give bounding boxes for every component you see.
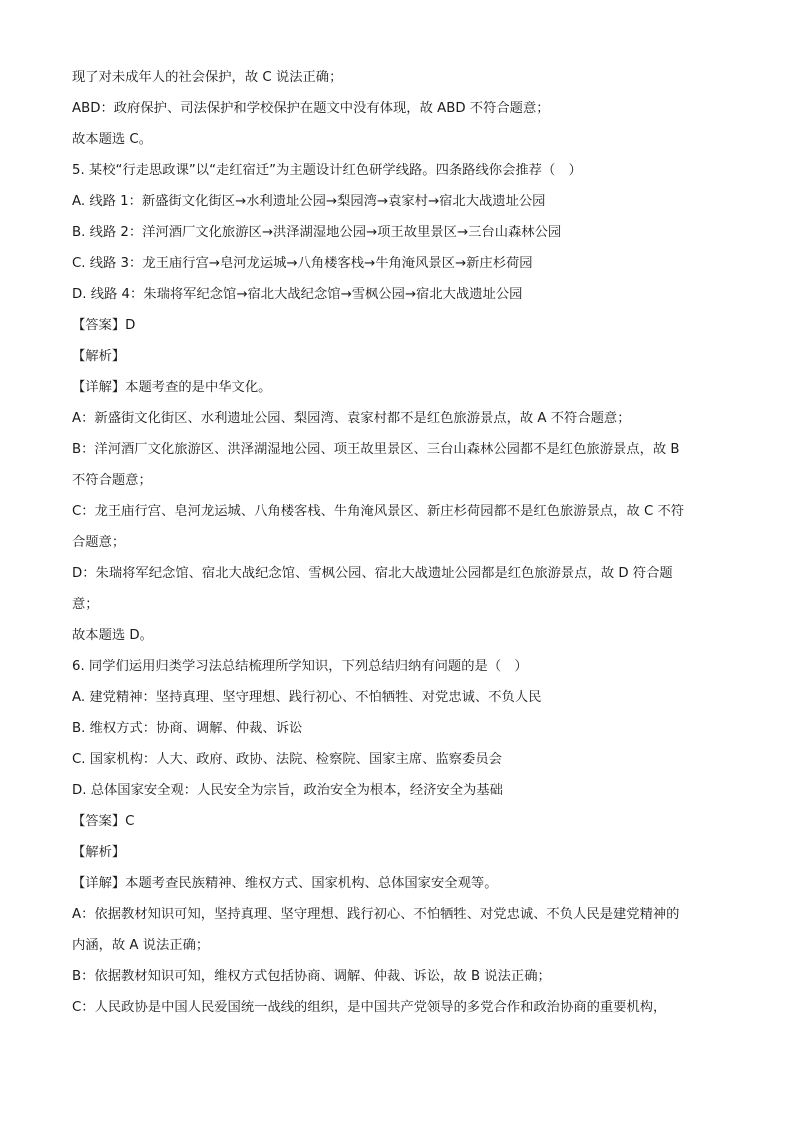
text-line: 故本题选 C。 [72, 132, 152, 147]
text-line: 内涵，故 A 说法正确； [72, 938, 210, 953]
text-line: 故本题选 D。 [72, 628, 153, 643]
analysis-label: 【解析】 [72, 349, 126, 364]
text-line: A：依据教材知识可知，坚持真理、坚守理想、践行初心、不怕牺牲、对党忠诚、不负人民是建党精神的 [72, 907, 680, 922]
question-6-option-d: D. 总体国家安全观：人民安全为宗旨，政治安全为根本，经济安全为基础 [72, 783, 503, 798]
analysis-label: 【解析】 [72, 845, 126, 860]
question-5-stem: 5. 某校“行走思政课”以“走红宿迁”为主题设计红色研学线路。四条路线你会推荐（ ） [72, 163, 582, 178]
text-line: ABD：政府保护、司法保护和学校保护在题文中没有体现，故 ABD 不符合题意； [72, 101, 550, 116]
question-5-option-d: D. 线路 4：朱瑞将军纪念馆→宿北大战纪念馆→雪枫公园→宿北大战遗址公园 [72, 287, 523, 302]
question-6-option-c: C. 国家机构：人大、政府、政协、法院、检察院、国家主席、监察委员会 [72, 752, 502, 767]
text-line: 现了对未成年人的社会保护，故 C 说法正确； [72, 70, 343, 85]
question-5-option-a: A. 线路 1：新盛街文化街区→水利遗址公园→梨园湾→袁家村→宿北大战遗址公园 [72, 194, 546, 209]
answer-label: 【答案】C [72, 814, 135, 829]
detail-line: 【详解】本题考查的是中华文化。 [72, 380, 272, 395]
question-6-option-a: A. 建党精神：坚持真理、坚守理想、践行初心、不怕牺牲、对党忠诚、不负人民 [72, 690, 542, 705]
answer-label: 【答案】D [72, 318, 136, 333]
text-line: C：龙王庙行宫、皂河龙运城、八角楼客栈、牛角淹风景区、新庄杉荷园都不是红色旅游景点，故 C 不符 [72, 504, 685, 519]
text-line: D：朱瑞将军纪念馆、宿北大战纪念馆、雪枫公园、宿北大战遗址公园都是红色旅游景点，故 D 符合题 [72, 566, 673, 581]
text-line: C：人民政协是中国人民爱国统一战线的组织，是中国共产党领导的多党合作和政治协商的重要机构， [72, 1000, 667, 1015]
question-5-option-c: C. 线路 3：龙王庙行宫→皂河龙运城→八角楼客栈→牛角淹风景区→新庄杉荷园 [72, 256, 533, 271]
text-line: 合题意； [72, 535, 126, 550]
detail-line: 【详解】本题考查民族精神、维权方式、国家机构、总体国家安全观等。 [72, 876, 498, 891]
text-line: B：依据教材知识可知，维权方式包括协商、调解、仲裁、诉讼，故 B 说法正确； [72, 969, 551, 984]
question-6-option-b: B. 维权方式：协商、调解、仲裁、诉讼 [72, 721, 303, 736]
text-line: B：洋河酒厂文化旅游区、洪泽湖湿地公园、项王故里景区、三台山森林公园都不是红色旅游景点，故 B [72, 442, 680, 457]
text-line: 不符合题意； [72, 473, 152, 488]
question-5-option-b: B. 线路 2：洋河酒厂文化旅游区→洪泽湖湿地公园→项王故里景区→三台山森林公园 [72, 225, 562, 240]
text-line: 意； [72, 597, 99, 612]
text-line: A：新盛街文化街区、水利遗址公园、梨园湾、袁家村都不是红色旅游景点，故 A 不符合题意； [72, 411, 631, 426]
question-6-stem: 6. 同学们运用归类学习法总结梳理所学知识，下列总结归纳有问题的是（ ） [72, 659, 528, 674]
